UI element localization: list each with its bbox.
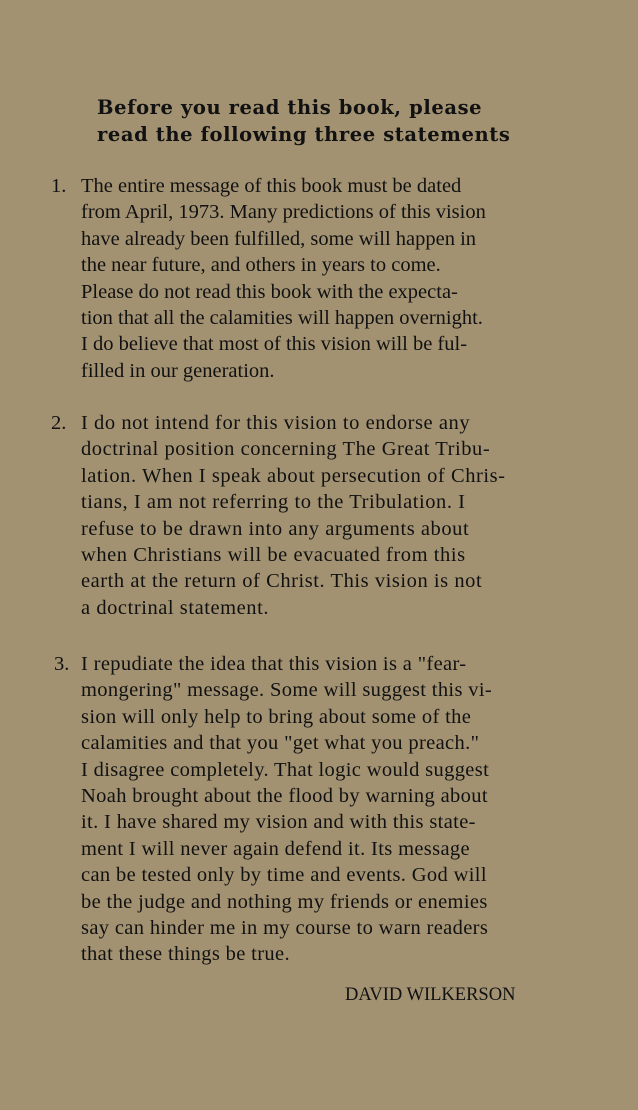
text-line: refuse to be drawn into any arguments about <box>81 517 470 540</box>
statement-number: 1. <box>51 175 67 197</box>
text-line: Please do not read this book with the expecta- <box>81 280 458 303</box>
text-line: I disagree completely. That logic would suggest <box>81 758 490 781</box>
author-signature: DAVID WILKERSON <box>345 985 516 1005</box>
text-line: the near future, and others in years to come. <box>81 254 441 277</box>
text-line: The entire message of this book must be dated <box>81 175 462 197</box>
page-heading <box>97 94 577 148</box>
text-line: be the judge and nothing my friends or enemies <box>81 890 488 913</box>
text-line: calamities and that you "get what you preach." <box>81 732 480 755</box>
text-line: it. I have shared my vision and with this state- <box>81 811 476 834</box>
statement-text <box>81 173 601 384</box>
statement-number: 3. <box>54 653 70 675</box>
statement-text <box>81 651 601 968</box>
text-line: Noah brought about the flood by warning about <box>81 785 488 808</box>
text-line: tion that all the calamities will happen overnight. <box>81 307 483 330</box>
text-line: I repudiate the idea that this vision is a "fear- <box>81 653 467 675</box>
text-line: I do believe that most of this vision will be ful- <box>81 333 468 356</box>
text-line: mongering" message. Some will suggest this vi- <box>81 679 493 702</box>
statement-number: 2. <box>51 412 67 434</box>
text-line: I do not intend for this vision to endorse any <box>81 412 471 434</box>
text-line: sion will only help to bring about some of the <box>81 705 472 728</box>
text-line: tians, I am not referring to the Tribulation. I <box>81 491 466 514</box>
text-line: when Christians will be evacuated from this <box>81 544 466 567</box>
text-line: ment I will never again defend it. Its message <box>81 837 470 860</box>
heading-line-2: read the following three statements <box>97 123 511 146</box>
text-line: earth at the return of Christ. This vision is not <box>81 570 483 593</box>
text-line: that these things be true. <box>81 943 290 966</box>
text-line: filled in our generation. <box>81 359 275 382</box>
text-line: a doctrinal statement. <box>81 596 269 619</box>
text-line: can be tested only by time and events. God will <box>81 864 487 887</box>
statement-text <box>81 410 601 621</box>
text-line: from April, 1973. Many predictions of this vision <box>81 201 486 224</box>
text-line: lation. When I speak about persecution of Chris- <box>81 464 506 487</box>
heading-line-1: Before you read this book, please <box>97 96 483 119</box>
text-line: doctrinal position concerning The Great Tribu- <box>81 438 491 461</box>
text-line: have already been fulfilled, some will happen in <box>81 227 477 250</box>
text-line: say can hinder me in my course to warn readers <box>81 917 489 940</box>
